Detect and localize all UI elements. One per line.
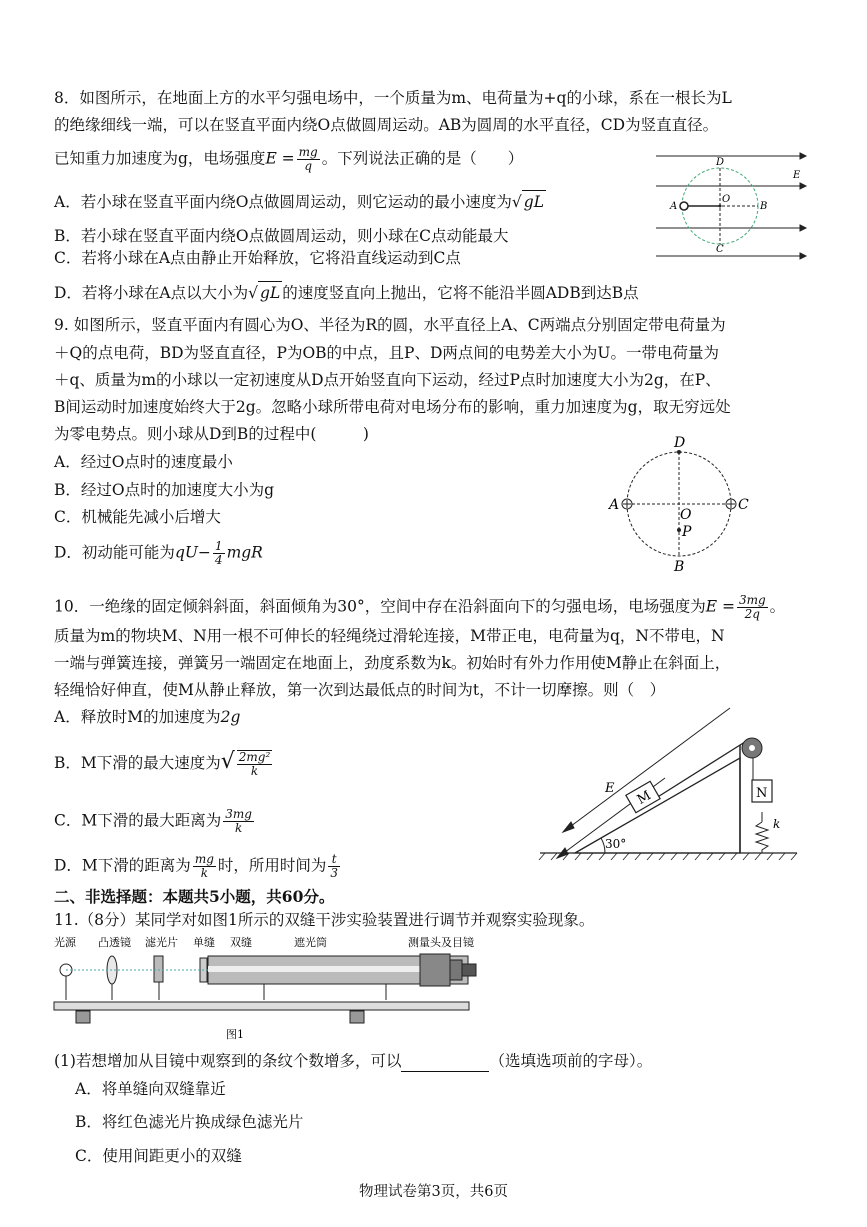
q8-stem-line3-post: 。下列说法正确的是（ ）	[321, 149, 524, 168]
q10-fig-label-n: N	[756, 786, 768, 801]
q9-option-d-fraction	[213, 540, 225, 567]
q10-stem-line1	[54, 594, 785, 621]
q8-option-b: B．若小球在竖直平面内绕O点做圆周运动，则小球在C点动能最大	[54, 227, 509, 245]
q8-field-lhs: E =	[265, 149, 295, 168]
q11-option-c: C．使用间距更小的双缝	[75, 1147, 242, 1165]
q8-fig-label-d: D	[716, 157, 725, 168]
q10-option-d-pre: D．M下滑的距离为	[54, 856, 191, 875]
q10-field-num: 3mg	[738, 593, 766, 607]
q10-stem-line1-pre: 10．一绝缘的固定倾斜斜面，斜面倾角为30°，空间中存在沿斜面向下的匀强电场，电场强度为	[54, 597, 706, 616]
q8-option-a: A．若小球在竖直平面内绕O点做圆周运动，则它运动的最小速度为√ gL	[54, 190, 546, 213]
q10-option-b-den: k	[250, 764, 259, 778]
q10-fig-label-angle: 30°	[605, 837, 627, 851]
q11-sub1-pre: (1)若想增加从目镜中观察到的条纹个数增多，可以	[54, 1052, 402, 1070]
q8-option-d-post: 的速度竖直向上抛出，它将不能沿半圆ADB到达B点	[282, 284, 639, 302]
q8-option-a-text: A．若小球在竖直平面内绕O点做圆周运动，则它运动的最小速度为	[54, 193, 512, 211]
q10-stem-line1-post: 。	[769, 597, 786, 616]
q11-answer-blank[interactable]	[401, 1055, 489, 1072]
q10-option-d-fraction1	[193, 853, 216, 880]
q9-option-d	[54, 540, 263, 567]
q9-stem-line2: ＋Q的点电荷，BD为竖直直径，P为OB的中点，且P、D两点间的电势差大小为U。一带电荷量为	[54, 344, 719, 362]
q9-option-a: A．经过O点时的速度最小	[54, 453, 233, 471]
q10-fig-label-k: k	[773, 817, 781, 831]
q10-field-den: 2q	[744, 607, 760, 621]
q11-option-a: A．将单缝向双缝靠近	[75, 1080, 226, 1098]
q8-option-d: D．若将小球在A点以大小为√ gL 的速度竖直向上抛出，它将不能沿半圆ADB到达B点	[54, 281, 639, 304]
q9-fig-label-a: A	[609, 497, 620, 513]
q10-option-c	[54, 808, 256, 835]
q10-option-c-den: k	[234, 821, 243, 835]
q9-fig-label-d: D	[674, 435, 686, 451]
q10-option-c-pre: C．M下滑的最大距离为	[54, 811, 222, 830]
q8-fig-label-a: A	[670, 201, 678, 212]
q9-figure	[604, 432, 764, 572]
q9-fig-label-b: B	[674, 559, 685, 572]
q8-stem-line1: 8．如图所示，在地面上方的水平匀强电场中，一个质量为m、电荷量为+q的小球，系在一根长为L	[54, 89, 732, 107]
q8-option-d-root: gL	[258, 281, 282, 304]
q10-option-b: B．M下滑的最大速度为√ $\frac{\text{2mg²}}{k}$	[54, 749, 271, 778]
q10-option-d-num1: mg	[194, 852, 214, 866]
q8-fig-label-e: E	[793, 170, 801, 181]
q9-option-d-num: 1	[214, 539, 223, 553]
q9-option-d-expr2: mgR	[226, 543, 263, 562]
q10-fig-label-e: E	[605, 781, 615, 796]
q9-option-b: B．经过O点时的加速度大小为g	[54, 481, 275, 499]
q9-stem-line1: 9. 如图所示，竖直平面内有圆心为O、半径为R的圆，水平直径上A、C两端点分别固定带电荷量为	[54, 316, 726, 334]
q10-stem-line3: 一端与弹簧连接，弹簧另一端固定在地面上，劲度系数为k。初始时有外力作用使M静止在斜面上，	[54, 654, 731, 672]
q8-fig-label-o: O	[722, 194, 731, 205]
q9-fig-label-p: P	[682, 524, 692, 540]
q9-stem-line3: ＋q、质量为m的小球以一定初速度从D点开始竖直向下运动，经过P点时加速度大小为2g，在P、	[54, 371, 721, 389]
q8-option-d-pre: D．若将小球在A点以大小为	[54, 284, 249, 302]
q11-label-convex-lens: 凸透镜	[98, 936, 131, 949]
q10-option-b-num: 2mg²	[238, 750, 271, 764]
q9-option-d-expr1: qU−	[174, 543, 211, 562]
q11-intro: 11.（8分）某同学对如图1所示的双缝干涉实验装置进行调节并观察实验现象。	[54, 911, 595, 929]
q8-stem-line3-pre: 已知重力加速度为g，电场强度	[54, 149, 266, 168]
q10-option-d-den2: 3	[330, 866, 339, 880]
q10-option-c-num: 3mg	[225, 807, 252, 821]
q9-option-c: C．机械能先减小后增大	[54, 508, 221, 526]
q10-fig-label-m: M	[634, 788, 654, 808]
q10-option-d	[54, 853, 342, 880]
q11-figure-caption: 图1	[226, 1028, 244, 1041]
q9-fig-label-c: C	[738, 497, 749, 513]
q9-option-d-pre: D．初动能可能为	[54, 543, 175, 562]
q10-field-fraction	[737, 594, 768, 621]
q8-field-num: mg	[298, 145, 318, 159]
q11-label-eyepiece: 测量头及目镜	[408, 936, 474, 949]
page-footer: 物理试卷第3页，共6页	[359, 1184, 508, 1200]
q11-label-single-slit: 单缝	[193, 936, 215, 949]
q10-figure	[535, 700, 805, 868]
section-2-heading: 二、非选择题：本题共5小题，共60分。	[54, 887, 335, 906]
q10-option-d-fraction2	[328, 853, 340, 880]
q8-fig-label-c: C	[716, 244, 724, 255]
q8-fig-label-b: B	[760, 201, 768, 212]
q8-field-fraction	[297, 146, 320, 173]
q11-label-tube: 遮光筒	[294, 936, 327, 949]
q8-figure	[650, 148, 810, 263]
q8-stem-line2: 的绝缘细线一端，可以在竖直平面内绕O点做圆周运动。AB为圆周的水平直径，CD为竖直直径。	[54, 116, 719, 134]
q11-option-b: B．将红色滤光片换成绿色滤光片	[75, 1113, 304, 1131]
q10-option-a	[54, 706, 240, 728]
q10-option-c-fraction	[223, 808, 254, 835]
q11-sub1-post: （选填选项前的字母）。	[489, 1052, 653, 1070]
q11-label-light-source: 光源	[54, 936, 76, 949]
q10-option-a-val: 2g	[220, 708, 241, 726]
q10-stem-line2: 质量为m的物块M、N用一根不可伸长的轻绳绕过滑轮连接，M带正电，电荷量为q，N不带电，N	[54, 627, 725, 645]
q8-option-a-root: gL	[522, 190, 546, 213]
q9-stem-line4: B间运动时加速度始终大于2g。忽略小球所带电荷对电场分布的影响，重力加速度为g，取无穷远处	[54, 398, 731, 416]
q11-apparatus-figure	[50, 932, 500, 1042]
q8-option-c: C．若将小球在A点由静止开始释放，它将沿直线运动到C点	[54, 249, 461, 267]
q10-option-d-mid: 时，所用时间为	[217, 856, 327, 875]
q10-field-lhs: E =	[705, 597, 735, 616]
q11-sub1	[54, 1050, 652, 1072]
q9-option-d-den: 4	[214, 553, 223, 567]
q10-option-d-num2: t	[328, 853, 340, 867]
q8-stem-line3	[54, 146, 523, 173]
q9-fig-label-o: O	[680, 507, 692, 523]
q10-option-b-fraction	[237, 750, 273, 778]
q11-label-filter: 滤光片	[145, 936, 178, 949]
q11-label-double-slit: 双缝	[230, 936, 252, 949]
q10-option-d-den1: k	[200, 866, 208, 880]
q10-stem-line4: 轻绳恰好伸直，使M从静止释放，第一次到达最低点的时间为t，不计一切摩擦。则（ ）	[54, 681, 666, 699]
q10-option-a-pre: A．释放时M的加速度为	[54, 708, 221, 726]
q8-field-den: q	[304, 159, 313, 173]
q10-option-b-pre: B．M下滑的最大速度为	[54, 754, 221, 772]
q9-stem-line5: 为零电势点。则小球从D到B的过程中( )	[54, 425, 369, 443]
